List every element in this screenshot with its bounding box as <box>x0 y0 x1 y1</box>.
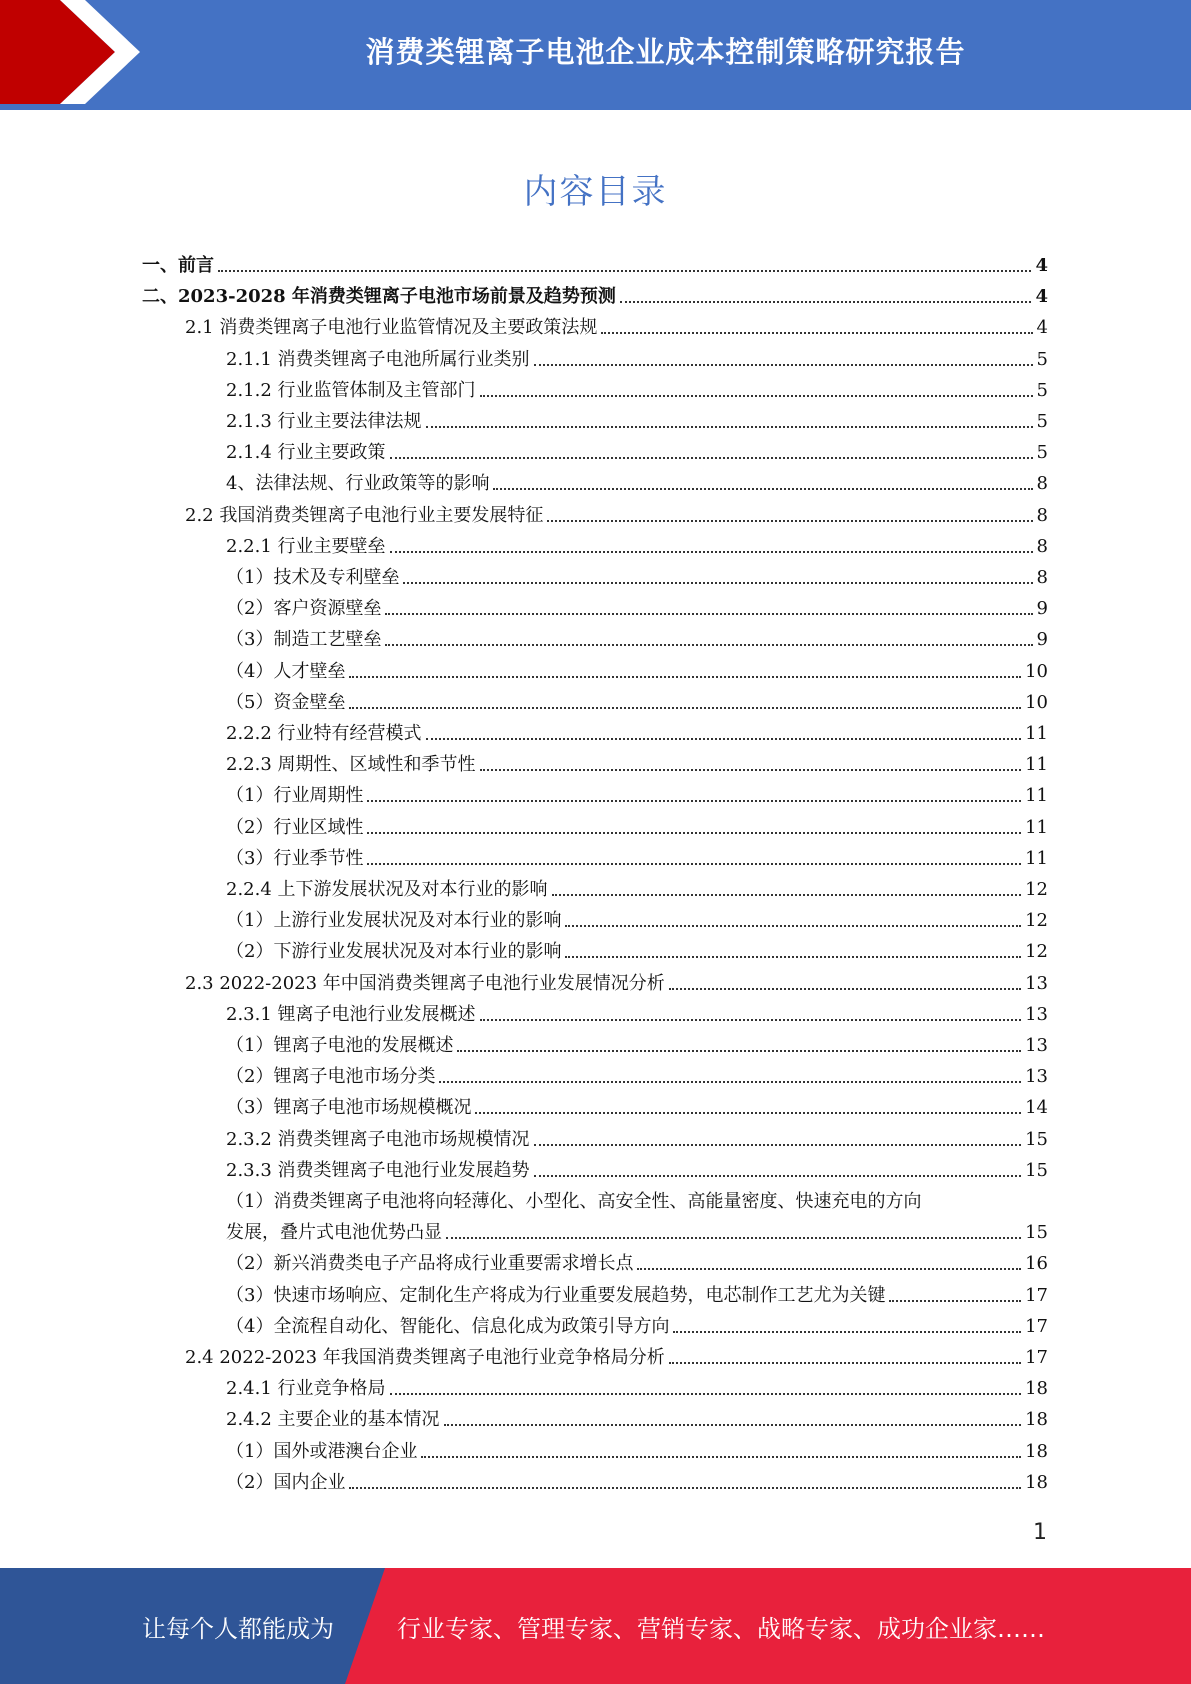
dot-leader <box>349 676 1021 678</box>
toc-heading: 内容目录 <box>523 172 668 212</box>
toc-entry-label: （2）国内企业 <box>226 1471 346 1493</box>
dot-leader <box>385 613 1032 615</box>
toc-entry[interactable] <box>226 1315 1048 1339</box>
toc-entry[interactable] <box>185 972 1048 996</box>
dot-leader <box>669 1362 1021 1364</box>
page-number: 1 <box>1033 1520 1047 1545</box>
toc-entry[interactable] <box>226 379 1048 403</box>
dot-leader <box>637 1268 1021 1270</box>
toc-entry[interactable] <box>226 1128 1048 1152</box>
toc-entry-label: 2.2.1 行业主要壁垒 <box>226 535 386 557</box>
dot-leader <box>552 894 1022 896</box>
toc-entry-label: 发展，叠片式电池优势凸显 <box>226 1222 442 1244</box>
dot-leader <box>367 800 1021 802</box>
toc-page-number: 11 <box>1025 754 1048 776</box>
toc-entry-label: 2.3.1 锂离子电池行业发展概述 <box>226 1003 476 1025</box>
toc-entry[interactable] <box>226 1252 1048 1276</box>
toc-entry[interactable] <box>226 1065 1048 1089</box>
toc-page-number: 18 <box>1025 1471 1048 1493</box>
toc-entry-label: 2.3.3 消费类锂离子电池行业发展趋势 <box>226 1159 530 1181</box>
dot-leader <box>565 925 1021 927</box>
toc-entry-label: （2）新兴消费类电子产品将成行业重要需求增长点 <box>226 1253 634 1275</box>
toc-page-number: 4 <box>1036 317 1048 339</box>
toc-entry-label: （2）行业区域性 <box>226 816 364 838</box>
toc-entry[interactable] <box>226 1159 1048 1183</box>
toc-page-number: 10 <box>1025 691 1048 713</box>
dot-leader <box>601 332 1032 334</box>
dot-leader <box>673 1331 1021 1333</box>
dot-leader <box>457 1050 1021 1052</box>
dot-leader <box>446 1237 1021 1239</box>
toc-entry-continuation[interactable] <box>226 1221 1048 1245</box>
header-chevron-decoration <box>0 0 160 110</box>
toc-entry-label: 2.4.2 主要企业的基本情况 <box>226 1409 440 1431</box>
toc-page-number: 15 <box>1025 1128 1048 1150</box>
toc-entry-label: 2.1 消费类锂离子电池行业监管情况及主要政策法规 <box>185 317 598 339</box>
toc-page-number: 12 <box>1025 941 1048 963</box>
toc-entry[interactable] <box>142 254 1048 278</box>
toc-entry-label: （5）资金壁垒 <box>226 691 346 713</box>
toc-page-number: 12 <box>1025 910 1048 932</box>
toc-entry[interactable] <box>226 1190 921 1214</box>
toc-entry-label: 2.1.3 行业主要法律法规 <box>226 411 422 432</box>
toc-entry[interactable] <box>226 816 1048 840</box>
toc-page-number: 9 <box>1036 598 1048 620</box>
toc-entry-label: （1）技术及专利壁垒 <box>226 567 400 588</box>
toc-entry[interactable] <box>226 878 1048 902</box>
dot-leader <box>669 988 1021 990</box>
toc-page-number: 5 <box>1036 411 1048 432</box>
toc-entry-label: （4）全流程自动化、智能化、信息化成为政策引导方向 <box>226 1315 670 1337</box>
dot-leader <box>390 1393 1022 1395</box>
toc-entry-label: （1）上游行业发展状况及对本行业的影响 <box>226 910 562 932</box>
toc-entry-label: （2）客户资源壁垒 <box>226 598 382 620</box>
dot-leader <box>480 769 1022 771</box>
toc-entry[interactable] <box>226 535 1048 559</box>
dot-leader <box>534 364 1033 366</box>
toc-entry-label: 4、法律法规、行业政策等的影响 <box>226 473 490 495</box>
toc-page-number: 4 <box>1035 286 1048 308</box>
toc-entry[interactable] <box>226 1471 1048 1495</box>
toc-entry-label: 2.1.4 行业主要政策 <box>226 442 386 464</box>
toc-entry[interactable] <box>226 660 1048 684</box>
toc-entry[interactable] <box>226 1284 1048 1308</box>
dot-leader <box>565 956 1021 958</box>
toc-entry[interactable] <box>226 1003 1048 1027</box>
toc-entry[interactable] <box>185 316 1048 340</box>
dot-leader <box>480 1019 1022 1021</box>
toc-entry[interactable] <box>226 566 1048 590</box>
dot-leader <box>534 1175 1022 1177</box>
toc-entry-label: （3）锂离子电池市场规模概况 <box>226 1097 472 1119</box>
toc-entry-label: 2.1.2 行业监管体制及主管部门 <box>226 379 476 401</box>
toc-entry-label: 二、2023-2028 年消费类锂离子电池市场前景及趋势预测 <box>142 286 616 308</box>
toc-entry[interactable] <box>226 472 1048 496</box>
dot-leader <box>349 707 1021 709</box>
dot-leader <box>426 738 1022 740</box>
page-footer <box>0 1568 1191 1684</box>
toc-page-number: 13 <box>1025 972 1048 994</box>
toc-entry-label: （1）锂离子电池的发展概述 <box>226 1035 454 1056</box>
page-header <box>0 0 1191 110</box>
toc-entry[interactable] <box>226 441 1048 465</box>
toc-entry[interactable] <box>226 847 1048 871</box>
dot-leader <box>620 301 1032 303</box>
toc-entry-label: 2.2.2 行业特有经营模式 <box>226 723 422 744</box>
toc-entry-label: 2.1.1 消费类锂离子电池所属行业类别 <box>226 348 530 370</box>
dot-leader <box>403 582 1032 584</box>
toc-page-number: 13 <box>1025 1066 1048 1088</box>
toc-page-number: 9 <box>1036 629 1048 651</box>
toc-page-number: 4 <box>1035 255 1048 276</box>
dot-leader <box>390 457 1033 459</box>
toc-page-number: 13 <box>1025 1035 1048 1056</box>
toc-page-number: 8 <box>1036 473 1048 495</box>
toc-entry[interactable] <box>226 784 1048 808</box>
toc-entry[interactable] <box>226 1096 1048 1120</box>
toc-page-number: 5 <box>1036 379 1048 401</box>
toc-entry[interactable] <box>226 940 1048 964</box>
toc-entry[interactable] <box>226 1408 1048 1432</box>
report-title: 消费类锂离子电池企业成本控制策略研究报告 <box>365 34 966 69</box>
toc-page-number: 11 <box>1025 723 1048 744</box>
toc-entry-label: （2）锂离子电池市场分类 <box>226 1066 436 1088</box>
toc-entry-label: 2.2.4 上下游发展状况及对本行业的影响 <box>226 879 548 900</box>
toc-entry-label: 2.3.2 消费类锂离子电池市场规模情况 <box>226 1128 530 1150</box>
toc-entry[interactable] <box>142 285 1048 309</box>
toc-entry-label: 一、前言 <box>142 255 214 276</box>
toc-entry-label: （3）快速市场响应、定制化生产将成为行业重要发展趋势，电芯制作工艺尤为关键 <box>226 1284 886 1306</box>
toc-page-number: 8 <box>1036 535 1048 557</box>
toc-page-number: 12 <box>1025 879 1048 900</box>
toc-page-number: 17 <box>1025 1315 1048 1337</box>
toc-entry[interactable] <box>226 1377 1048 1401</box>
toc-entry[interactable] <box>226 909 1048 933</box>
toc-page-number: 10 <box>1025 660 1048 682</box>
toc-page-number: 17 <box>1025 1284 1048 1306</box>
toc-page-number: 14 <box>1025 1097 1048 1119</box>
dot-leader <box>475 1112 1021 1114</box>
toc-entry[interactable] <box>226 722 1048 746</box>
toc-entry[interactable] <box>226 348 1048 372</box>
toc-entry-label: 2.4.1 行业竞争格局 <box>226 1378 386 1400</box>
toc-page-number: 18 <box>1025 1440 1048 1462</box>
toc-entry-label: （4）人才壁垒 <box>226 660 346 682</box>
dot-leader <box>367 863 1021 865</box>
dot-leader <box>218 270 1031 272</box>
toc-entry-label: 2.2 我国消费类锂离子电池行业主要发展特征 <box>185 504 544 526</box>
toc-page-number: 5 <box>1036 348 1048 370</box>
dot-leader <box>439 1081 1021 1083</box>
toc-entry-label: （1）行业周期性 <box>226 785 364 807</box>
dot-leader <box>367 832 1021 834</box>
toc-entry-label: （2）下游行业发展状况及对本行业的影响 <box>226 941 562 963</box>
toc-page-number: 11 <box>1025 847 1048 869</box>
toc-entry-label: 2.2.3 周期性、区域性和季节性 <box>226 754 476 776</box>
toc-page-number: 15 <box>1025 1222 1048 1244</box>
toc-page-number: 18 <box>1025 1378 1048 1400</box>
toc-entry-label: （3）制造工艺壁垒 <box>226 629 382 651</box>
toc-entry[interactable] <box>185 1346 1048 1370</box>
toc-entry-label: （1）消费类锂离子电池将向轻薄化、小型化、高安全性、高能量密度、快速充电的方向 <box>226 1191 922 1212</box>
dot-leader <box>889 1300 1021 1302</box>
dot-leader <box>385 644 1032 646</box>
dot-leader <box>421 1456 1021 1458</box>
toc-page-number: 8 <box>1036 504 1048 526</box>
toc-entry[interactable] <box>226 1034 1048 1058</box>
toc-page-number: 8 <box>1036 567 1048 588</box>
toc-page-number: 13 <box>1025 1003 1048 1025</box>
dot-leader <box>480 395 1033 397</box>
toc-entry-label: （1）国外或港澳台企业 <box>226 1440 418 1462</box>
toc-page-number: 15 <box>1025 1159 1048 1181</box>
toc-page-number: 16 <box>1025 1253 1048 1275</box>
toc-entry[interactable] <box>226 597 1048 621</box>
dot-leader <box>534 1144 1022 1146</box>
dot-leader <box>493 488 1032 490</box>
toc-entry[interactable] <box>226 1440 1048 1464</box>
dot-leader <box>444 1424 1022 1426</box>
toc-entry[interactable] <box>185 504 1048 528</box>
toc-entry[interactable] <box>226 691 1048 715</box>
dot-leader <box>426 426 1033 428</box>
dot-leader <box>547 520 1032 522</box>
toc-entry[interactable] <box>226 753 1048 777</box>
toc-page-number: 18 <box>1025 1409 1048 1431</box>
toc-page-number: 17 <box>1025 1347 1048 1368</box>
footer-slogan-left: 让每个人都能成为 <box>142 1614 334 1643</box>
toc-page-number: 5 <box>1036 442 1048 464</box>
toc-entry[interactable] <box>226 628 1048 652</box>
toc-entry-label: （3）行业季节性 <box>226 847 364 869</box>
dot-leader <box>349 1487 1021 1489</box>
dot-leader <box>390 551 1033 553</box>
toc-entry-label: 2.3 2022-2023 年中国消费类锂离子电池行业发展情况分析 <box>185 972 665 994</box>
footer-slogan-right: 行业专家、管理专家、营销专家、战略专家、成功企业家…… <box>397 1614 1045 1643</box>
toc-entry[interactable] <box>226 410 1048 434</box>
toc-page-number: 11 <box>1025 816 1048 838</box>
toc-entry-label: 2.4 2022-2023 年我国消费类锂离子电池行业竞争格局分析 <box>185 1347 665 1368</box>
toc-page-number: 11 <box>1025 785 1048 807</box>
